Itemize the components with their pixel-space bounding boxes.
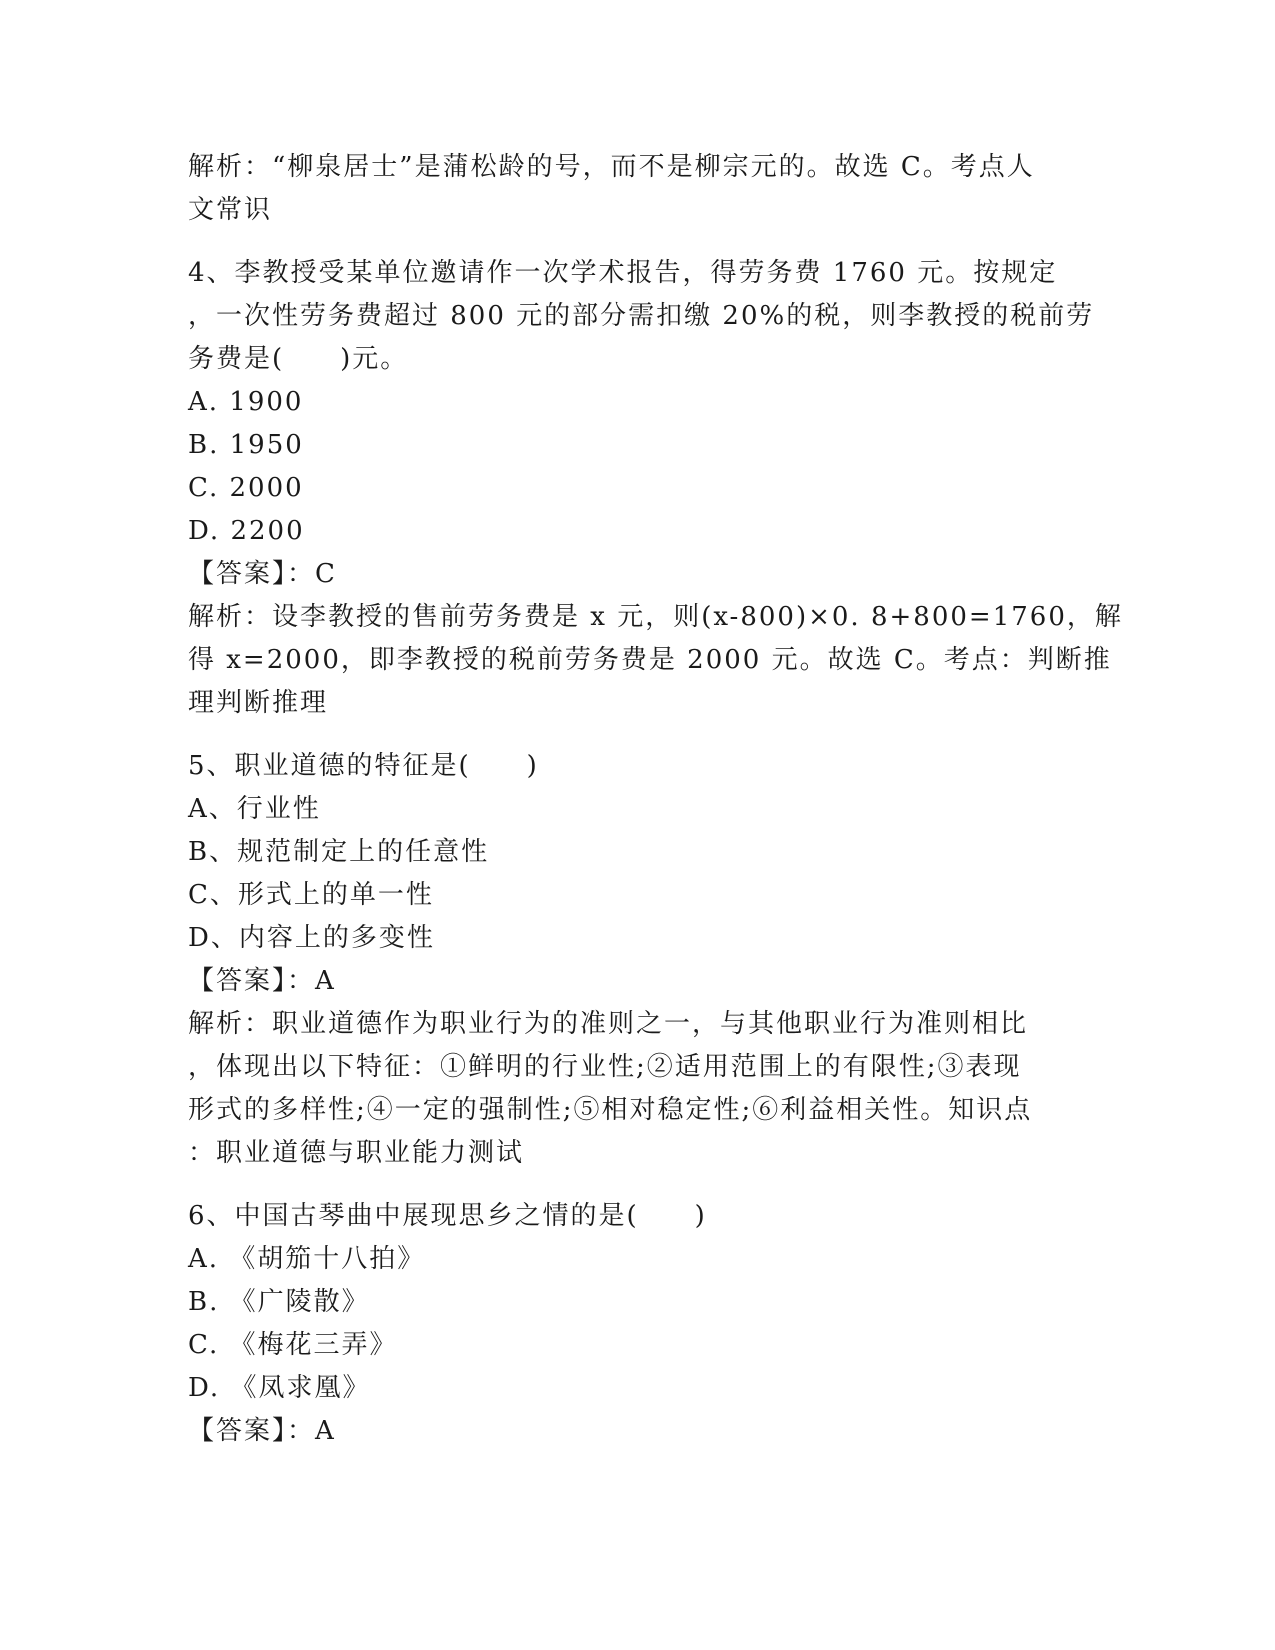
question-block-6 — [188, 1195, 1088, 1453]
option-d: D、内容上的多变性 — [188, 923, 435, 953]
analysis-line: ，体现出以下特征：①鲜明的行业性;②适用范围上的有限性;③表现 — [188, 1052, 1022, 1082]
analysis-line: 理判断推理 — [188, 688, 329, 718]
question-text: 务费是( )元。 — [188, 344, 409, 374]
analysis-line: 形式的多样性;④一定的强制性;⑤相对稳定性;⑥利益相关性。知识点 — [188, 1095, 1033, 1125]
analysis-line: 解析：“柳泉居士”是蒲松龄的号，而不是柳宗元的。故选 C。考点人 — [188, 152, 1035, 182]
answer-line: 【答案】：A — [188, 1416, 336, 1446]
analysis-line: 得 x=2000，即李教授的税前劳务费是 2000 元。故选 C。考点：判断推 — [188, 645, 1112, 675]
analysis-line: 文常识 — [188, 195, 273, 225]
analysis-line: 解析：设李教授的售前劳务费是 x 元，则(x-800)×0. 8+800=1760，解 — [188, 602, 1123, 632]
answer-line: 【答案】：C — [188, 559, 337, 589]
page-content — [188, 146, 1123, 1453]
analysis-block-q3 — [188, 146, 1088, 232]
option-b: B. 《广陵散》 — [188, 1287, 370, 1317]
question-text: ，一次性劳务费超过 800 元的部分需扣缴 20%的税，则李教授的税前劳 — [188, 301, 1095, 331]
question-block-4 — [188, 252, 1123, 725]
option-b: B. 1950 — [188, 430, 304, 460]
option-b: B、规范制定上的任意性 — [188, 837, 490, 867]
option-c: C. 《梅花三弄》 — [188, 1330, 398, 1360]
option-a: A. 《胡笳十八拍》 — [188, 1244, 426, 1274]
option-c: C. 2000 — [188, 473, 304, 503]
option-c: C、形式上的单一性 — [188, 880, 434, 910]
option-a: A、行业性 — [188, 794, 321, 824]
analysis-line: 解析：职业道德作为职业行为的准则之一，与其他职业行为准则相比 — [188, 1009, 1029, 1039]
question-block-5 — [188, 745, 1088, 1175]
question-text: 5、职业道德的特征是( ) — [188, 751, 539, 781]
question-text: 4、李教授受某单位邀请作一次学术报告，得劳务费 1760 元。按规定 — [188, 258, 1058, 288]
option-d: D. 《凤求凰》 — [188, 1373, 371, 1403]
option-d: D. 2200 — [188, 516, 305, 546]
question-text: 6、中国古琴曲中展现思乡之情的是( ) — [188, 1201, 707, 1231]
option-a: A. 1900 — [188, 387, 304, 417]
answer-line: 【答案】：A — [188, 966, 336, 996]
analysis-line: ：职业道德与职业能力测试 — [188, 1138, 525, 1168]
